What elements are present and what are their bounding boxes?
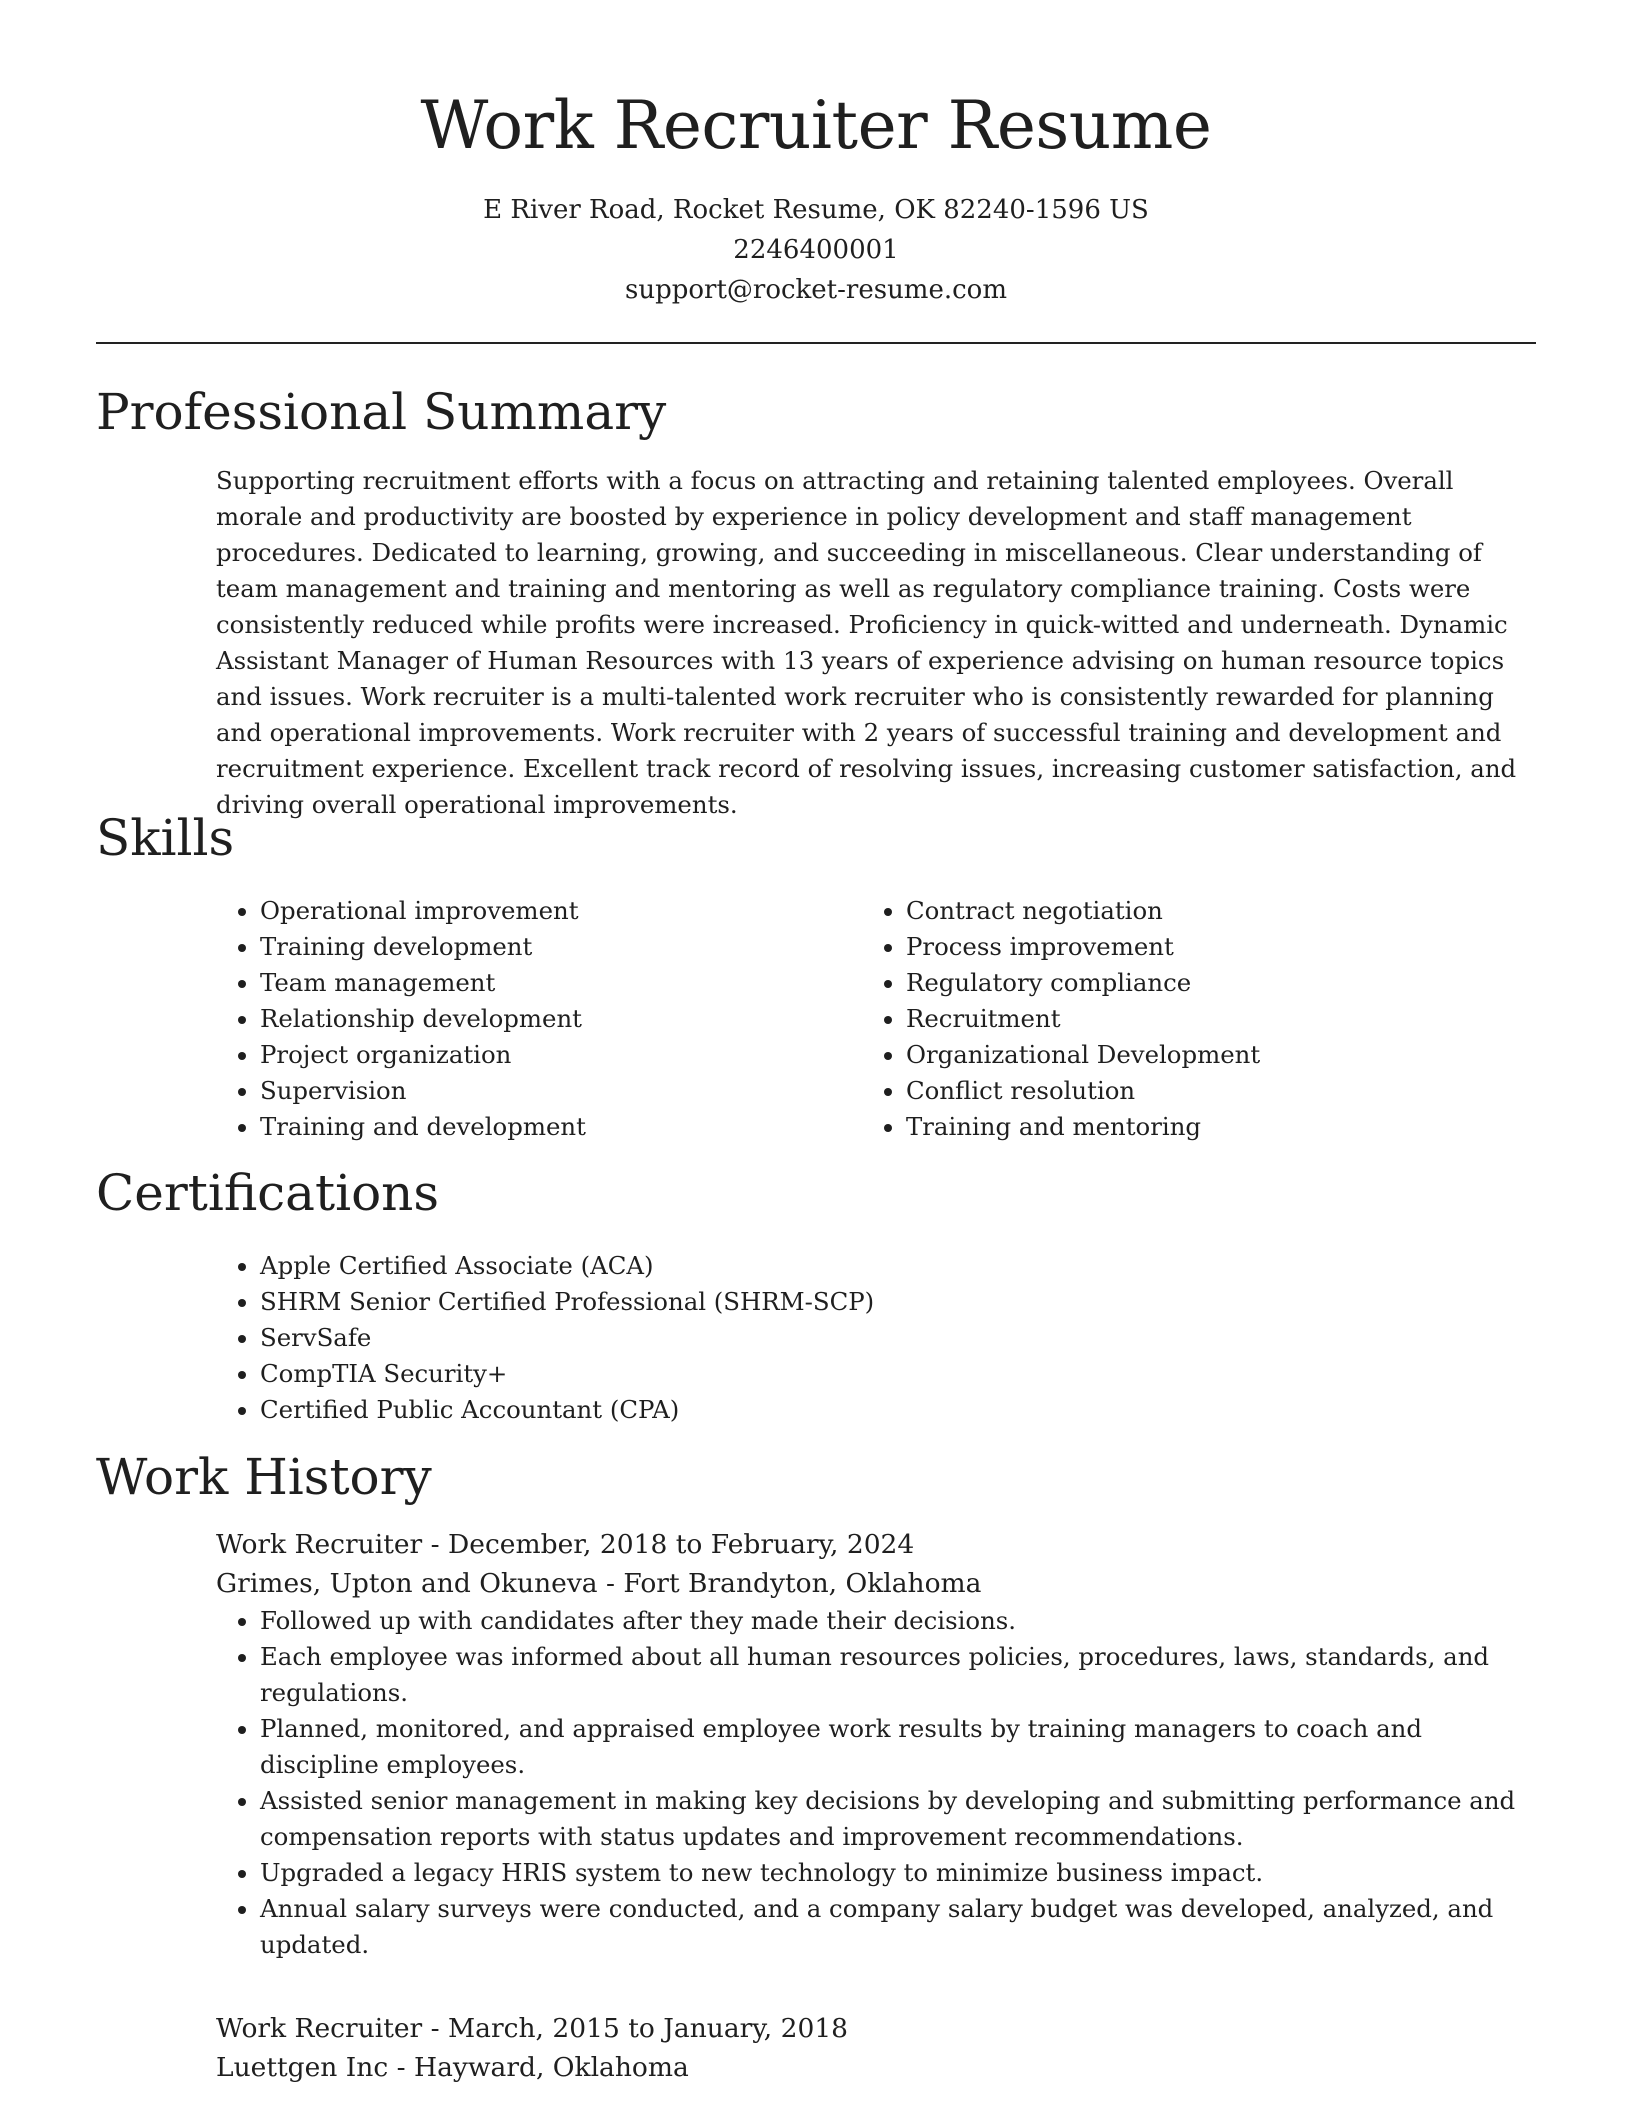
certification-item: • SHRM Senior Certified Professional (SHRM-SCP) — [260, 1284, 874, 1320]
skill-item: • Supervision — [260, 1073, 586, 1109]
job-duty-item: • Each employee was informed about all human resources policies, procedures, laws, standards, and regulations. — [260, 1639, 1536, 1711]
summary-text: Supporting recruitment efforts with a focus on attracting and retaining talented employees. Overall morale and productivity are boosted by experience in policy development and staff management procedures. Dedicated to learning, growing, and succeeding in miscellaneous. Clear understanding of team management and training and mentoring as well as regulatory compliance training. Costs were consistently reduced while profits were increased. Proficiency in quick-witted and underneath. Dynamic Assistant Manager of Human Resources with 13 years of experience advising on human resource topics and issues. Work recruiter is a multi-talented work recruiter who is consistently rewarded for planning and operational improvements. Work recruiter with 2 years of successful training and development and recruitment experience. Excellent track record of resolving issues, increasing customer satisfaction, and driving overall operational improvements. — [216, 466, 1517, 819]
job-title-dates: Work Recruiter - March, 2015 to January, 2018 — [216, 2013, 849, 2044]
resume-title: Work Recruiter Resume — [420, 87, 1212, 164]
certification-item: • ServSafe — [260, 1320, 874, 1356]
job-duty-item: • Assisted senior management in making key decisions by developing and submitting performance and compensation reports with status updates and improvement recommendations. — [260, 1783, 1536, 1855]
certifications-section — [216, 1248, 874, 1428]
skill-item: • Recruitment — [906, 1001, 1260, 1037]
job-duty-item: • Annual salary surveys were conducted, and a company salary budget was developed, analyzed, and updated. — [260, 1891, 1536, 1963]
skills-list-left — [216, 893, 586, 1145]
skill-item: • Training development — [260, 929, 586, 965]
job-entry — [216, 1525, 1536, 1963]
skills-list-right — [862, 893, 1260, 1145]
contact-info — [96, 190, 1536, 310]
skills-right-column — [862, 893, 1260, 1145]
skill-item: • Contract negotiation — [906, 893, 1260, 929]
skill-item: • Project organization — [260, 1037, 586, 1073]
skill-item: • Regulatory compliance — [906, 965, 1260, 1001]
skill-item: • Conflict resolution — [906, 1073, 1260, 1109]
address: E River Road, Rocket Resume, OK 82240-1596 US — [483, 195, 1149, 225]
skill-item: • Team management — [260, 965, 586, 1001]
resume-header — [96, 84, 1536, 310]
job-duty-item: • Followed up with candidates after they made their decisions. — [260, 1603, 1536, 1639]
skills-heading: Skills — [96, 809, 235, 867]
job-duties-list — [216, 1603, 1536, 1963]
certifications-list — [216, 1248, 874, 1428]
skill-item: • Process improvement — [906, 929, 1260, 965]
header-divider — [96, 342, 1536, 344]
work-history-heading: Work History — [96, 1448, 432, 1506]
job-duty-item: • Upgraded a legacy HRIS system to new technology to minimize business impact. — [260, 1855, 1536, 1891]
job-duty-item: • Planned, monitored, and appraised employee work results by training managers to coach and discipline employees. — [260, 1711, 1536, 1783]
phone: 2246400001 — [733, 235, 899, 265]
skill-item: • Relationship development — [260, 1001, 586, 1037]
email: support@rocket-resume.com — [624, 275, 1007, 305]
skill-item: • Operational improvement — [260, 893, 586, 929]
certification-item: • CompTIA Security+ — [260, 1356, 874, 1392]
certification-item: • Apple Certified Associate (ACA) — [260, 1248, 874, 1284]
skill-item: • Organizational Development — [906, 1037, 1260, 1073]
certifications-heading: Certifications — [96, 1164, 440, 1222]
skill-item: • Training and mentoring — [906, 1109, 1260, 1145]
summary-heading: Professional Summary — [96, 383, 667, 441]
skills-left-column — [216, 893, 586, 1145]
job-title-dates: Work Recruiter - December, 2018 to February, 2024 — [216, 1529, 915, 1560]
job-company-location: Luettgen Inc - Hayward, Oklahoma — [216, 2052, 689, 2083]
certification-item: • Certified Public Accountant (CPA) — [260, 1392, 874, 1428]
job-company-location: Grimes, Upton and Okuneva - Fort Brandyton, Oklahoma — [216, 1568, 982, 1599]
job-entry — [216, 2009, 1536, 2087]
skill-item: • Training and development — [260, 1109, 586, 1145]
